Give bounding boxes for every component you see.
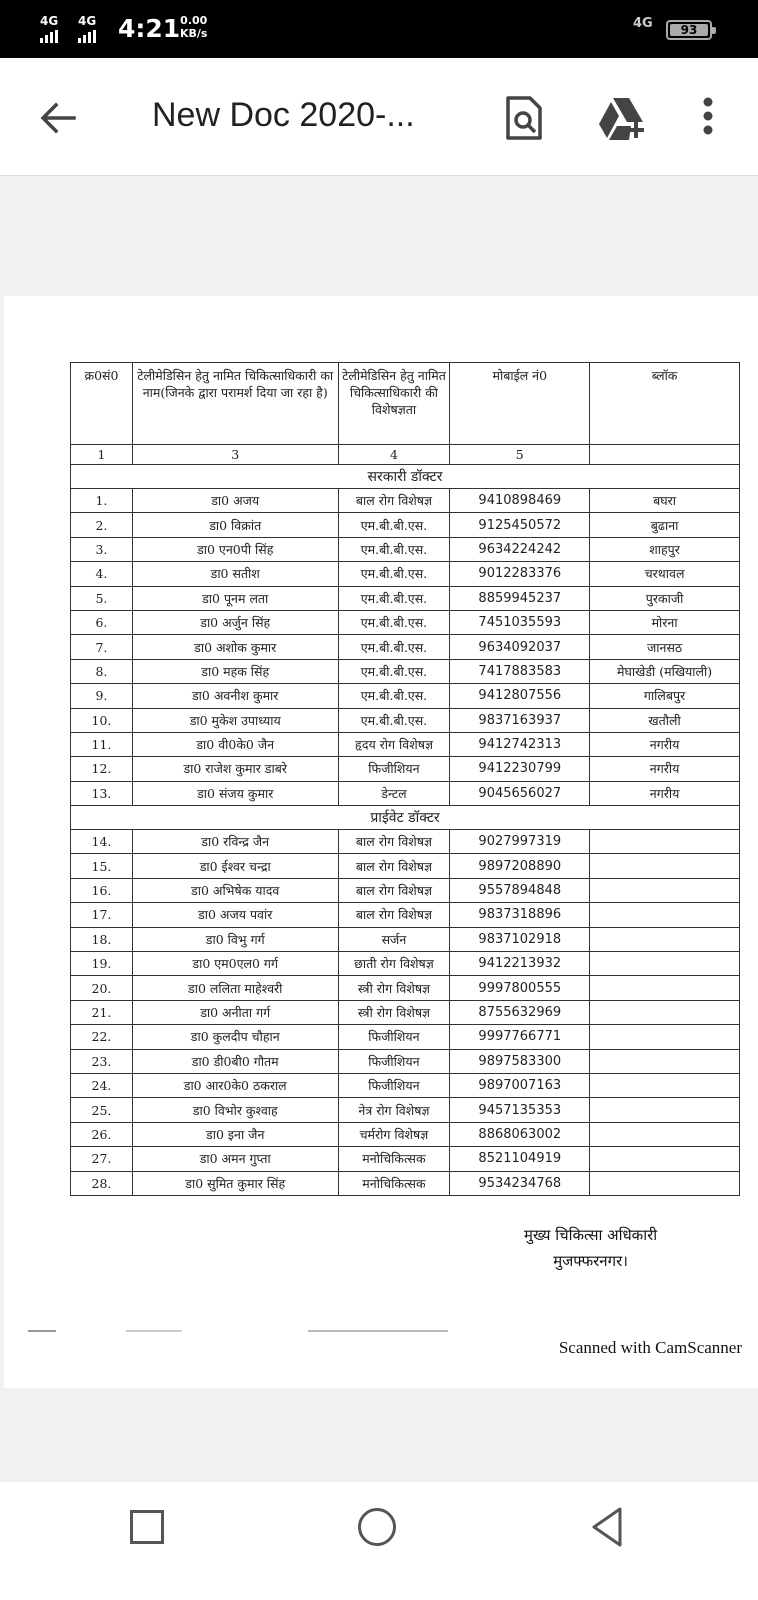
speciality-cell: फिजीशियन: [338, 1073, 450, 1097]
mobile-cell: 7417883583: [450, 659, 590, 683]
table-row: [71, 976, 740, 1000]
block-cell: [590, 1049, 740, 1073]
table-row: [71, 1000, 740, 1024]
block-cell: [590, 1073, 740, 1097]
speciality-cell: स्त्री रोग विशेषज्ञ: [338, 1000, 450, 1024]
table-row: [71, 489, 740, 513]
section-title: प्राईवेट डॉक्टर: [71, 806, 740, 830]
back-icon[interactable]: [590, 1506, 624, 1548]
speciality-cell: बाल रोग विशेषज्ञ: [338, 830, 450, 854]
doctor-name-cell: डा0 अजय: [132, 489, 338, 513]
table-row: [71, 537, 740, 561]
table-row: [71, 854, 740, 878]
speciality-cell: बाल रोग विशेषज्ञ: [338, 854, 450, 878]
doctor-name-cell: डा0 अमन गुप्ता: [132, 1147, 338, 1171]
serial-cell: 16.: [71, 878, 133, 902]
speciality-cell: एम.बी.बी.एस.: [338, 562, 450, 586]
block-cell: [590, 1025, 740, 1049]
doctor-name-cell: डा0 ललिता माहेश्वरी: [132, 976, 338, 1000]
mobile-cell: 9997766771: [450, 1025, 590, 1049]
serial-cell: 3.: [71, 537, 133, 561]
table-row: [71, 830, 740, 854]
table-row: [71, 513, 740, 537]
speciality-cell: मनोचिकित्सक: [338, 1171, 450, 1195]
section-title: सरकारी डॉक्टर: [71, 465, 740, 489]
mobile-cell: 9897007163: [450, 1073, 590, 1097]
speciality-cell: सर्जन: [338, 927, 450, 951]
doctor-name-cell: डा0 इना जैन: [132, 1122, 338, 1146]
table-row: [71, 708, 740, 732]
clock: 4:21: [118, 14, 181, 43]
battery-icon: [666, 20, 712, 40]
serial-cell: 19.: [71, 952, 133, 976]
doctor-name-cell: डा0 महक सिंह: [132, 659, 338, 683]
block-cell: नगरीय: [590, 781, 740, 805]
speciality-cell: बाल रोग विशेषज्ञ: [338, 903, 450, 927]
block-cell: नगरीय: [590, 757, 740, 781]
table-row: [71, 952, 740, 976]
speciality-cell: फिजीशियन: [338, 1025, 450, 1049]
block-cell: [590, 952, 740, 976]
serial-cell: 9.: [71, 684, 133, 708]
speciality-cell: मनोचिकित्सक: [338, 1147, 450, 1171]
mobile-cell: 7451035593: [450, 610, 590, 634]
back-arrow-icon[interactable]: [36, 96, 80, 140]
speciality-cell: चर्मरोग विशेषज्ञ: [338, 1122, 450, 1146]
header-speciality: टेलीमेडिसिन हेतु नामित चिकित्साधिकारी की विशेषज्ञता: [338, 363, 450, 445]
doctor-name-cell: डा0 अशोक कुमार: [132, 635, 338, 659]
block-cell: [590, 927, 740, 951]
block-cell: [590, 830, 740, 854]
speciality-cell: एम.बी.बी.एस.: [338, 610, 450, 634]
sim2-label: 4G: [78, 14, 97, 28]
serial-cell: 26.: [71, 1122, 133, 1146]
speciality-cell: एम.बी.बी.एस.: [338, 537, 450, 561]
serial-cell: 6.: [71, 610, 133, 634]
sim1-signal-icon: [40, 14, 60, 43]
doctor-name-cell: डा0 राजेश कुमार डाबरे: [132, 757, 338, 781]
header-block: ब्लॉक: [590, 363, 740, 445]
speciality-cell: बाल रोग विशेषज्ञ: [338, 878, 450, 902]
speciality-cell: छाती रोग विशेषज्ञ: [338, 952, 450, 976]
doctor-name-cell: डा0 एन0पी सिंह: [132, 537, 338, 561]
mobile-cell: 8521104919: [450, 1147, 590, 1171]
table-row: [71, 927, 740, 951]
speciality-cell: एम.बी.बी.एस.: [338, 635, 450, 659]
serial-cell: 23.: [71, 1049, 133, 1073]
block-cell: नगरीय: [590, 732, 740, 756]
block-cell: [590, 1098, 740, 1122]
speciality-cell: बाल रोग विशेषज्ञ: [338, 489, 450, 513]
table-row: [71, 586, 740, 610]
mobile-cell: 9897208890: [450, 854, 590, 878]
speciality-cell: एम.बी.बी.एस.: [338, 659, 450, 683]
header-mobile: मोबाईल नं0: [450, 363, 590, 445]
block-cell: मेघाखेडी (मखियाली): [590, 659, 740, 683]
block-cell: बघरा: [590, 489, 740, 513]
mobile-cell: 8755632969: [450, 1000, 590, 1024]
block-cell: [590, 1147, 740, 1171]
doctor-name-cell: डा0 रविन्द्र जैन: [132, 830, 338, 854]
speciality-cell: नेत्र रोग विशेषज्ञ: [338, 1098, 450, 1122]
mobile-cell: 9534234768: [450, 1171, 590, 1195]
table-header: [71, 363, 740, 445]
mobile-cell: 9837163937: [450, 708, 590, 732]
add-to-drive-icon[interactable]: [598, 96, 646, 140]
signature-block: [524, 1222, 657, 1274]
recent-apps-icon[interactable]: [130, 1510, 164, 1544]
block-cell: मोरना: [590, 610, 740, 634]
serial-cell: 25.: [71, 1098, 133, 1122]
sim1-label: 4G: [40, 14, 59, 28]
serial-cell: 24.: [71, 1073, 133, 1097]
serial-cell: 5.: [71, 586, 133, 610]
serial-cell: 10.: [71, 708, 133, 732]
header-serial: क्र0सं0: [71, 363, 133, 445]
doctor-name-cell: डा0 आर0के0 ठकराल: [132, 1073, 338, 1097]
section-header-row: [71, 806, 740, 830]
table-row: [71, 684, 740, 708]
doctor-name-cell: डा0 सतीश: [132, 562, 338, 586]
column-number: 1: [71, 445, 133, 465]
serial-cell: 14.: [71, 830, 133, 854]
home-icon[interactable]: [358, 1508, 396, 1546]
serial-cell: 27.: [71, 1147, 133, 1171]
block-cell: जानसठ: [590, 635, 740, 659]
doctor-name-cell: डा0 अर्जुन सिंह: [132, 610, 338, 634]
signature-designation: मुख्य चिकित्सा अधिकारी: [524, 1226, 658, 1244]
mobile-cell: 9837102918: [450, 927, 590, 951]
mobile-cell: 9045656027: [450, 781, 590, 805]
table-row: [71, 903, 740, 927]
battery-level: 93: [670, 24, 708, 36]
mobile-cell: 9027997319: [450, 830, 590, 854]
mobile-cell: 9412230799: [450, 757, 590, 781]
serial-cell: 28.: [71, 1171, 133, 1195]
sim2-signal-icon: [78, 14, 98, 43]
table-row: [71, 635, 740, 659]
block-cell: [590, 1000, 740, 1024]
mobile-cell: 9412742313: [450, 732, 590, 756]
serial-cell: 21.: [71, 1000, 133, 1024]
more-vert-icon[interactable]: [696, 94, 720, 142]
serial-cell: 4.: [71, 562, 133, 586]
document-page[interactable]: [4, 296, 758, 1388]
block-cell: [590, 878, 740, 902]
doctor-name-cell: डा0 अनीता गर्ग: [132, 1000, 338, 1024]
speciality-cell: एम.बी.बी.एस.: [338, 513, 450, 537]
table-row: [71, 659, 740, 683]
mobile-cell: 9897583300: [450, 1049, 590, 1073]
mobile-cell: 9412213932: [450, 952, 590, 976]
table-row: [71, 610, 740, 634]
doctor-name-cell: डा0 विक्रांत: [132, 513, 338, 537]
serial-cell: 1.: [71, 489, 133, 513]
speciality-cell: एम.बी.बी.एस.: [338, 684, 450, 708]
speed-value: 0.00: [180, 14, 208, 27]
section-header-row: [71, 465, 740, 489]
speciality-cell: एम.बी.बी.एस.: [338, 586, 450, 610]
speciality-cell: हृदय रोग विशेषज्ञ: [338, 732, 450, 756]
scan-edge: [28, 1330, 728, 1332]
serial-cell: 8.: [71, 659, 133, 683]
serial-cell: 15.: [71, 854, 133, 878]
serial-cell: 17.: [71, 903, 133, 927]
status-bar: [0, 0, 758, 58]
speciality-cell: डेन्टल: [338, 781, 450, 805]
table-row: [71, 757, 740, 781]
document-title: New Doc 2020-...: [152, 96, 415, 134]
doctor-name-cell: डा0 ईश्वर चन्द्रा: [132, 854, 338, 878]
block-cell: [590, 976, 740, 1000]
doctor-name-cell: डा0 कुलदीप चौहान: [132, 1025, 338, 1049]
table-row: [71, 1073, 740, 1097]
header-doctor-name: टेलीमेडिसिन हेतु नामित चिकित्साधिकारी का नाम(जिनके द्वारा परामर्श दिया जा रहा है): [132, 363, 338, 445]
table-row: [71, 878, 740, 902]
block-cell: [590, 1122, 740, 1146]
serial-cell: 18.: [71, 927, 133, 951]
doctor-name-cell: डा0 अभिषेक यादव: [132, 878, 338, 902]
block-cell: बुढाना: [590, 513, 740, 537]
network-speed: [180, 14, 207, 40]
block-cell: पुरकाजी: [590, 586, 740, 610]
serial-cell: 7.: [71, 635, 133, 659]
doctor-name-cell: डा0 सुमित कुमार सिंह: [132, 1171, 338, 1195]
mobile-cell: 9412807556: [450, 684, 590, 708]
table-row: [71, 562, 740, 586]
doctor-name-cell: डा0 एम0एल0 गर्ग: [132, 952, 338, 976]
table-row: [71, 1122, 740, 1146]
column-number-row: [71, 445, 740, 465]
table-row: [71, 1147, 740, 1171]
serial-cell: 13.: [71, 781, 133, 805]
table-row: [71, 1098, 740, 1122]
mobile-cell: 8868063002: [450, 1122, 590, 1146]
doctor-name-cell: डा0 मुकेश उपाध्याय: [132, 708, 338, 732]
app-bar: [0, 58, 758, 176]
table-body: [71, 465, 740, 1196]
column-number: 4: [338, 445, 450, 465]
block-cell: [590, 854, 740, 878]
doctor-name-cell: डा0 अजय पवांर: [132, 903, 338, 927]
mobile-cell: 9125450572: [450, 513, 590, 537]
network-type: 4G: [633, 16, 653, 31]
column-number: 5: [450, 445, 590, 465]
block-cell: [590, 903, 740, 927]
doctor-name-cell: डा0 अवनीश कुमार: [132, 684, 338, 708]
serial-cell: 12.: [71, 757, 133, 781]
speed-unit: KB/s: [180, 27, 208, 40]
block-cell: शाहपुर: [590, 537, 740, 561]
mobile-cell: 9634092037: [450, 635, 590, 659]
mobile-cell: 9837318896: [450, 903, 590, 927]
speciality-cell: स्त्री रोग विशेषज्ञ: [338, 976, 450, 1000]
block-cell: गालिबपुर: [590, 684, 740, 708]
mobile-cell: 9634224242: [450, 537, 590, 561]
speciality-cell: एम.बी.बी.एस.: [338, 708, 450, 732]
mobile-cell: 8859945237: [450, 586, 590, 610]
block-cell: खतौली: [590, 708, 740, 732]
signature-location: मुजफ्फरनगर।: [553, 1252, 628, 1270]
speciality-cell: फिजीशियन: [338, 1049, 450, 1073]
doctor-name-cell: डा0 संजय कुमार: [132, 781, 338, 805]
mobile-cell: 9012283376: [450, 562, 590, 586]
column-number: 3: [132, 445, 338, 465]
block-cell: [590, 1171, 740, 1195]
mobile-cell: 9457135353: [450, 1098, 590, 1122]
serial-cell: 20.: [71, 976, 133, 1000]
serial-cell: 11.: [71, 732, 133, 756]
column-number: [590, 445, 740, 465]
serial-cell: 22.: [71, 1025, 133, 1049]
serial-cell: 2.: [71, 513, 133, 537]
speciality-cell: फिजीशियन: [338, 757, 450, 781]
table-row: [71, 1049, 740, 1073]
mobile-cell: 9410898469: [450, 489, 590, 513]
doctor-name-cell: डा0 विभोर कुश्वाह: [132, 1098, 338, 1122]
doctor-name-cell: डा0 डी0बी0 गौतम: [132, 1049, 338, 1073]
table-row: [71, 1025, 740, 1049]
table-row: [71, 732, 740, 756]
find-in-page-icon[interactable]: [502, 94, 546, 142]
table-row: [71, 1171, 740, 1195]
block-cell: चरथावल: [590, 562, 740, 586]
table-row: [71, 781, 740, 805]
doctor-name-cell: डा0 वी0के0 जैन: [132, 732, 338, 756]
mobile-cell: 9557894848: [450, 878, 590, 902]
doctor-name-cell: डा0 विभु गर्ग: [132, 927, 338, 951]
mobile-cell: 9997800555: [450, 976, 590, 1000]
doctor-name-cell: डा0 पूनम लता: [132, 586, 338, 610]
doctor-table: [70, 362, 740, 1196]
camscanner-watermark: Scanned with CamScanner: [558, 1338, 742, 1357]
navigation-bar: [0, 1482, 758, 1600]
